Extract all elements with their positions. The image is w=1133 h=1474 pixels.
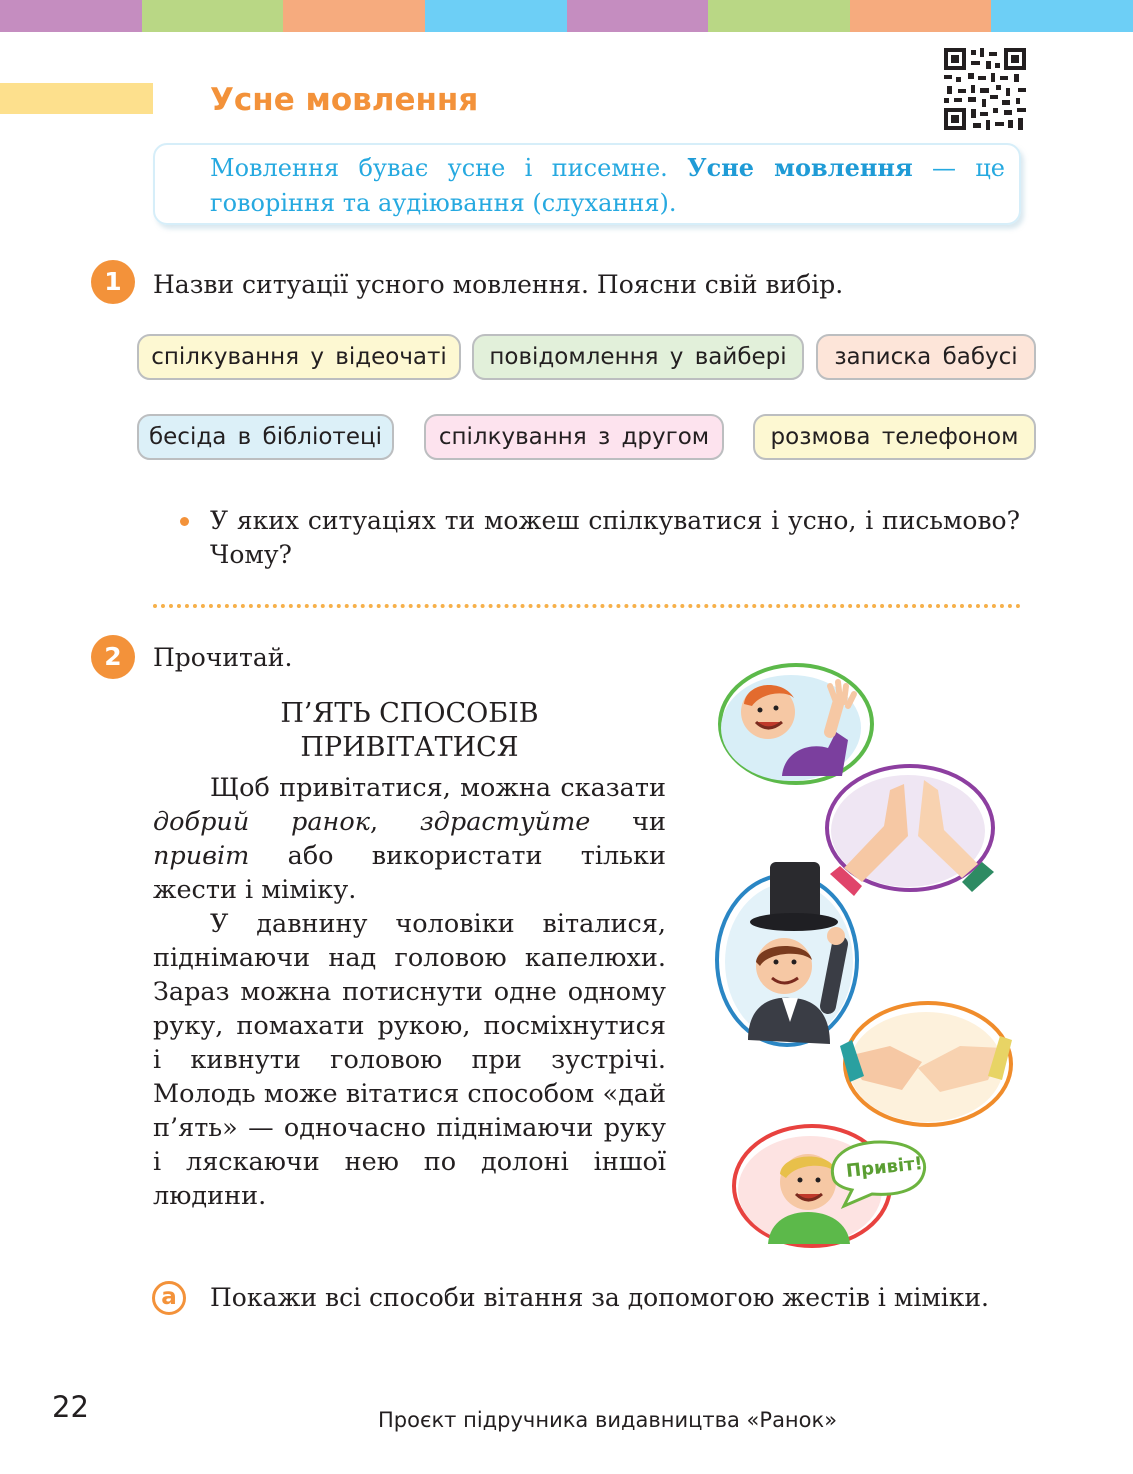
story-text bbox=[153, 771, 666, 1213]
rule-text-bold: Усне мовлення bbox=[687, 153, 913, 182]
task-instruction: Прочитай. bbox=[153, 643, 293, 672]
story-italic: добрий ранок bbox=[153, 807, 370, 837]
story-title-line: ПРИВІТАТИСЯ bbox=[300, 732, 519, 763]
rule-text bbox=[210, 150, 1005, 221]
stripe-segment bbox=[142, 0, 284, 32]
subtask-text: Покажи всі способи вітання за допомогою жестів і міміки. bbox=[210, 1283, 989, 1312]
story-fragment: Щоб привітатися, можна сказати bbox=[210, 773, 666, 803]
bullet-question: У яких ситуаціях ти можеш спілкуватися і усно, і письмово? Чому? bbox=[210, 506, 1020, 569]
story-fragment: , bbox=[369, 807, 420, 837]
page-title: Усне мовлення bbox=[210, 82, 479, 118]
bullet-dot bbox=[180, 517, 189, 526]
story-italic: привіт bbox=[153, 841, 250, 871]
task-number-badge: 1 bbox=[91, 260, 135, 304]
qr-code-icon[interactable] bbox=[944, 48, 1026, 130]
page-number: 22 bbox=[52, 1390, 89, 1424]
rule-text-part1: Мовлення буває усне і писемне. bbox=[210, 154, 688, 182]
story-fragment: або використати тільки жести і міміку. bbox=[153, 841, 666, 905]
story-paragraph: У давнину чоловіки віталися, піднімаючи над головою капелюхи. Зараз можна потиснути одне одному руку, помахати рукою, посміхнутися і кивнути головою при зустрічі. Молодь може вітатися способом «дай п’ять» — одночасно піднімаючи руку і ляскаючи нею по долоні іншої людини. bbox=[153, 909, 666, 1211]
stripe-segment bbox=[850, 0, 992, 32]
task-instruction: Назви ситуації усного мовлення. Поясни свій вибір. bbox=[153, 270, 844, 299]
situation-tag[interactable]: повідомлення у вайбері bbox=[472, 334, 804, 380]
stripe-segment bbox=[425, 0, 567, 32]
speech-bubble-text: Привіт! bbox=[845, 1153, 924, 1182]
situation-tag[interactable]: спілкування у відеочаті bbox=[137, 334, 461, 380]
footer-note: Проєкт підручника видавництва «Ранок» bbox=[378, 1408, 838, 1432]
situation-tag[interactable]: бесіда в бібліотеці bbox=[137, 414, 394, 460]
task-number-badge: 2 bbox=[91, 635, 135, 679]
stripe-segment bbox=[567, 0, 709, 32]
story-title-line: П’ЯТЬ СПОСОБІВ bbox=[280, 698, 539, 729]
story-title bbox=[153, 697, 666, 765]
section-marker-bar bbox=[0, 83, 153, 114]
stripe-segment bbox=[708, 0, 850, 32]
high-five-icon bbox=[827, 766, 994, 896]
situation-tag[interactable]: спілкування з другом bbox=[424, 414, 724, 460]
situation-tag[interactable]: записка бабусі bbox=[816, 334, 1036, 380]
dotted-divider bbox=[153, 604, 1021, 608]
story-italic: здрастуйте bbox=[419, 807, 591, 837]
waving-boy-icon bbox=[720, 665, 872, 783]
handshake-icon bbox=[840, 1003, 1012, 1125]
story-fragment: чи bbox=[590, 807, 667, 837]
situation-tag[interactable]: розмова телефоном bbox=[753, 414, 1036, 460]
stripe-segment bbox=[0, 0, 142, 32]
color-stripe bbox=[0, 0, 1133, 32]
rule-text-part2: — це говоріння та аудіювання (слухання). bbox=[210, 154, 1005, 217]
stripe-segment bbox=[991, 0, 1133, 32]
stripe-segment bbox=[283, 0, 425, 32]
story-paragraph bbox=[153, 771, 666, 907]
gentleman-with-hat-icon bbox=[717, 862, 857, 1045]
subtask-letter-badge: а bbox=[152, 1281, 186, 1315]
